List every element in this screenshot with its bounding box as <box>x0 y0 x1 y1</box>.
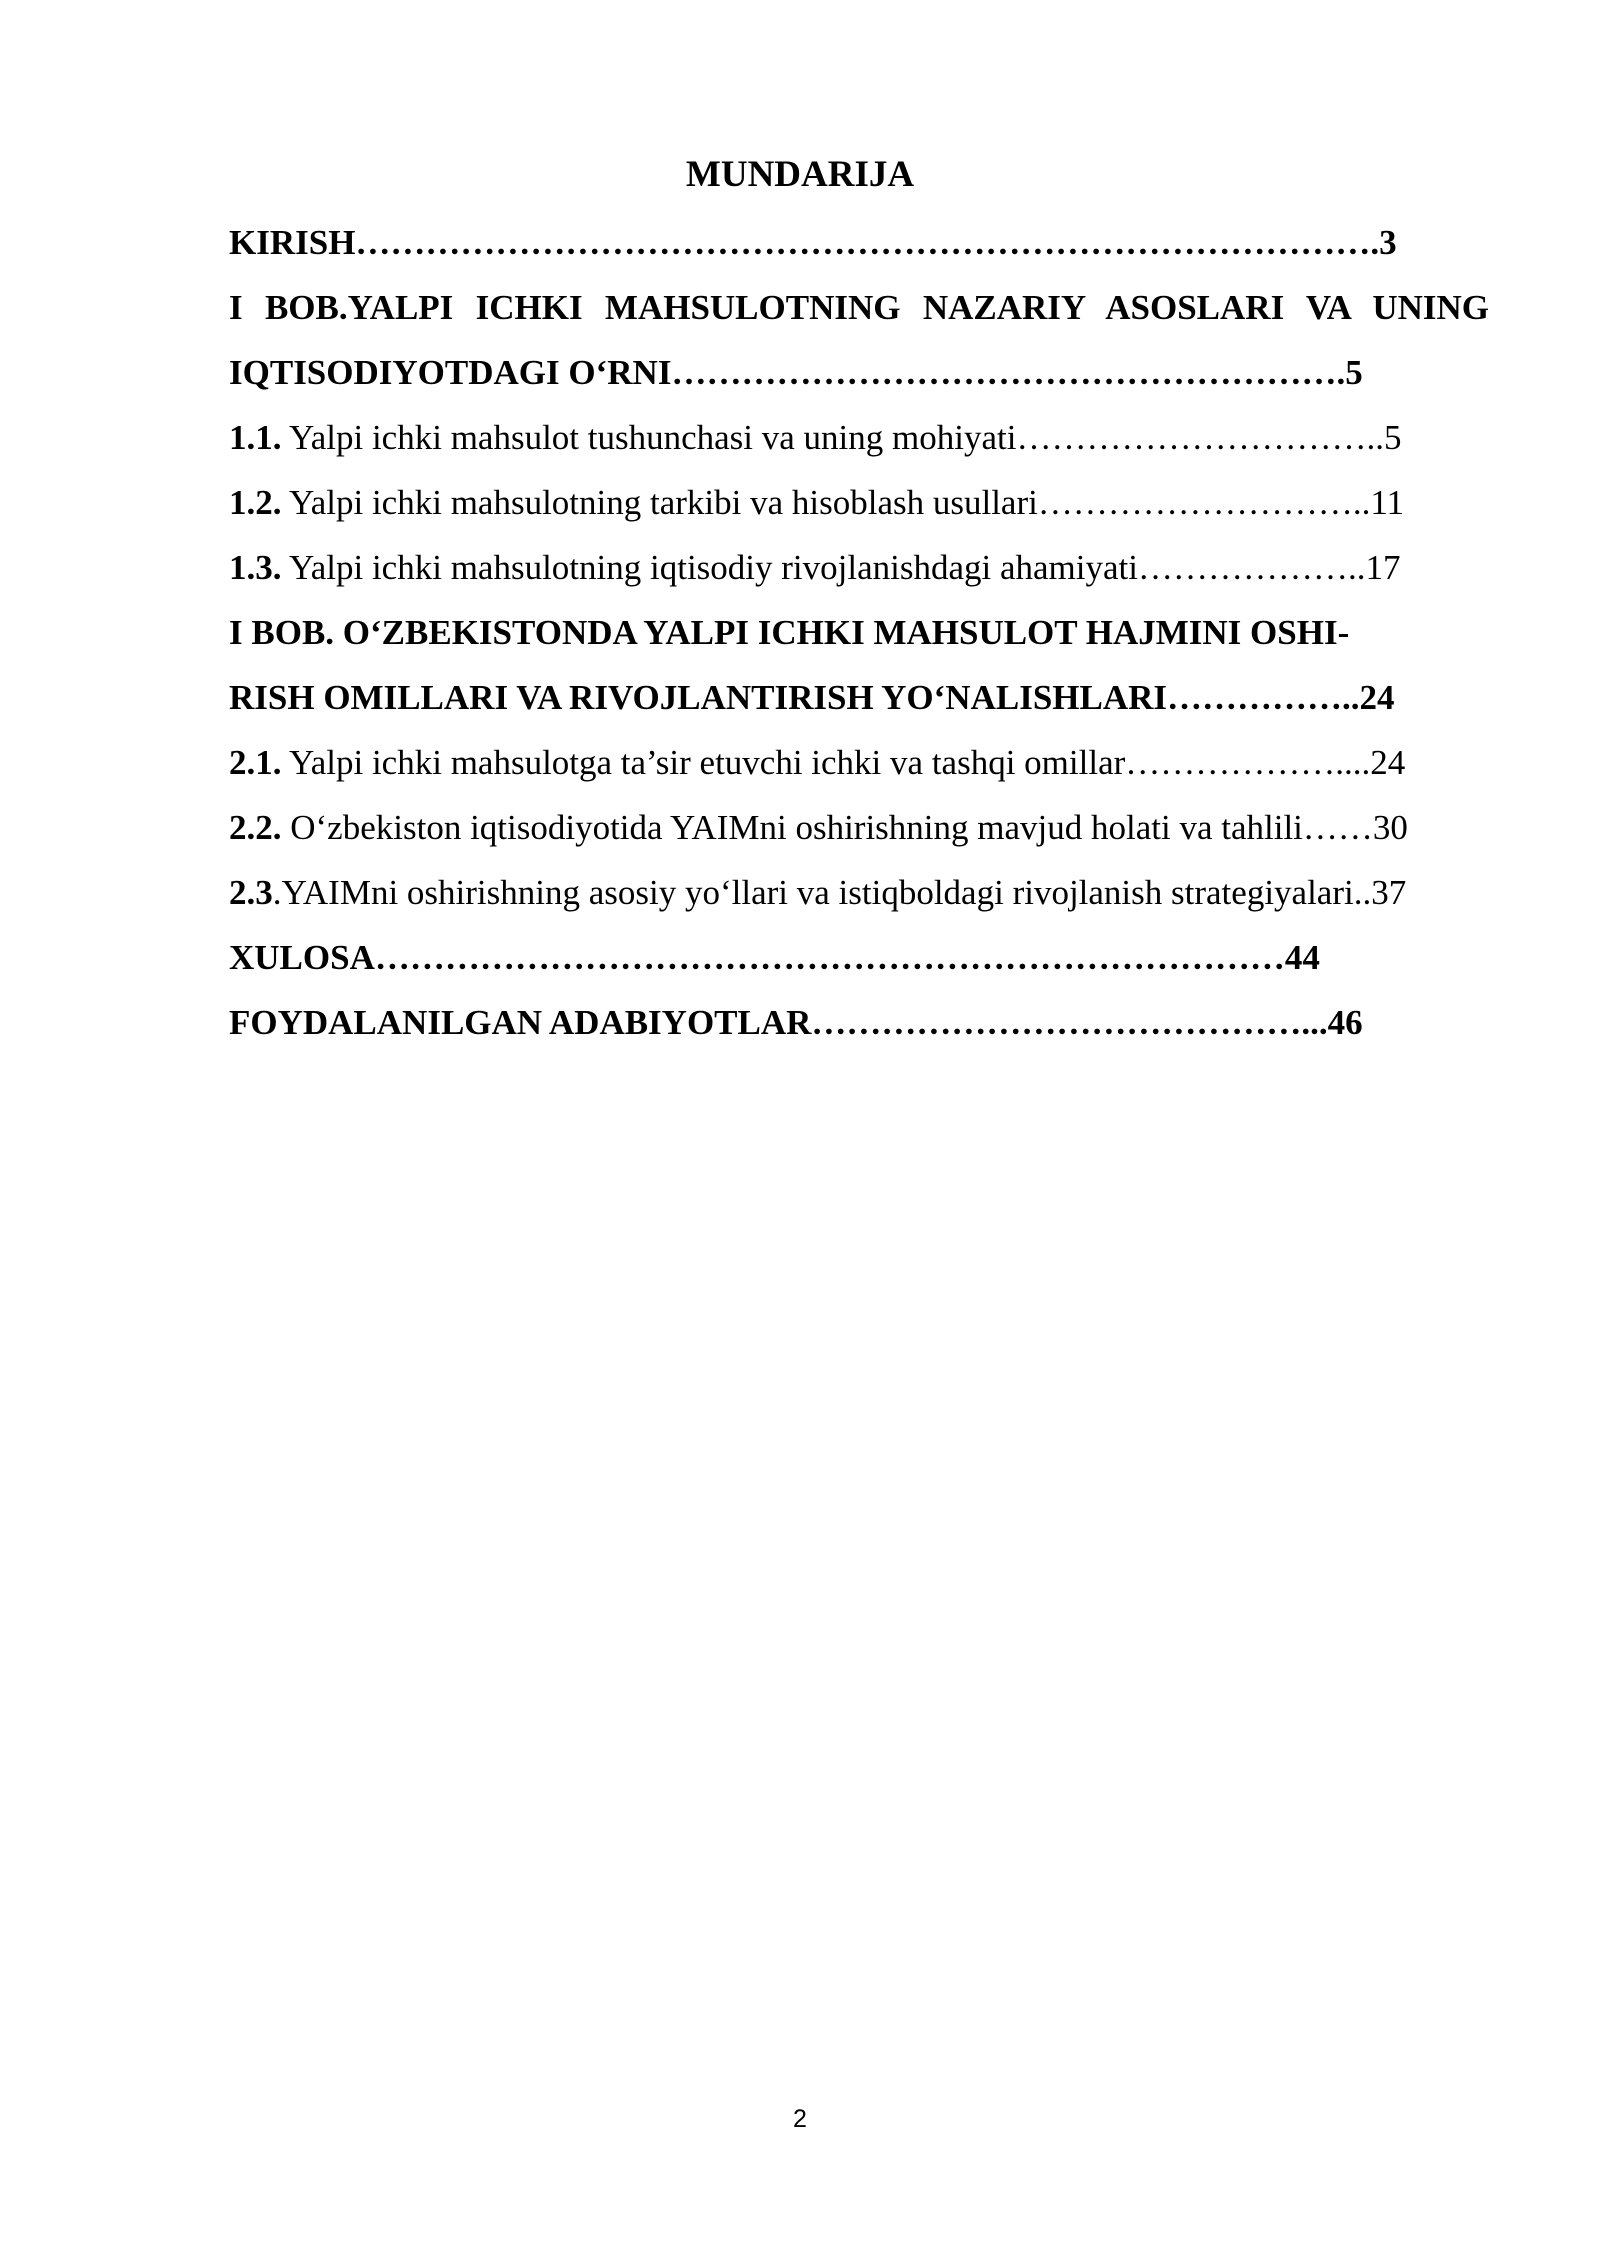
toc-entry-1-3 <box>229 535 1489 600</box>
toc-entry-xulosa: XULOSA……………………………………………………………………44 <box>229 938 1320 977</box>
section-title: Yalpi ichki mahsulotga ta’sir etuvchi ichki va tashqi omillar………………....24 <box>281 743 1406 782</box>
toc-chapter2-heading-line1: I BOB. O‘ZBEKISTONDA YALPI ICHKI MAHSULOT HAJMINI OSHI- <box>229 613 1350 652</box>
table-of-contents <box>229 210 1489 1055</box>
toc-chapter1-heading-line2: IQTISODIYOTDAGI O‘RNI………………………………………………….5 <box>229 353 1363 392</box>
toc-chapter2-heading-line2: RISH OMILLARI VA RIVOJLANTIRISH YO‘NALISHLARI……………..24 <box>229 678 1395 717</box>
toc-entry-1-2 <box>229 470 1489 535</box>
page-number: 2 <box>793 2105 807 2133</box>
toc-entry-2-3 <box>229 860 1489 925</box>
section-title: O‘zbekiston iqtisodiyotida YAIMni oshirishning mavjud holati va tahlili……30 <box>281 808 1408 847</box>
section-title: Yalpi ichki mahsulotning iqtisodiy rivojlanishdagi ahamiyati………………..17 <box>281 548 1401 587</box>
section-title: Yalpi ichki mahsulot tushunchasi va uning mohiyati…………………………..5 <box>281 418 1402 457</box>
toc-entry-adabiyotlar: FOYDALANILGAN ADABIYOTLAR……………………………………...46 <box>229 1003 1363 1042</box>
section-title: Yalpi ichki mahsulotning tarkibi va hisoblash usullari………………………..11 <box>281 483 1405 522</box>
section-number: 2.3 <box>229 873 273 912</box>
toc-chapter1-heading-line1: I BOB.YALPI ICHKI MAHSULOTNING NAZARIY ASOSLARI VA UNING <box>229 288 1489 327</box>
section-number: 2.1. <box>229 743 282 782</box>
toc-entry-2-1 <box>229 730 1489 795</box>
toc-entry-kirish: KIRISH…………………………………………………………………………….3 <box>229 223 1397 262</box>
section-number: 2.2. <box>229 808 282 847</box>
page-title: MUNDARIJA <box>685 154 915 195</box>
toc-entry-2-2 <box>229 795 1489 860</box>
section-title: .YAIMni oshirishning asosiy yo‘llari va istiqboldagi rivojlanish strategiyalari..37 <box>272 873 1407 912</box>
toc-entry-1-1 <box>229 405 1489 470</box>
section-number: 1.3. <box>229 548 282 587</box>
section-number: 1.2. <box>229 483 282 522</box>
section-number: 1.1. <box>229 418 282 457</box>
